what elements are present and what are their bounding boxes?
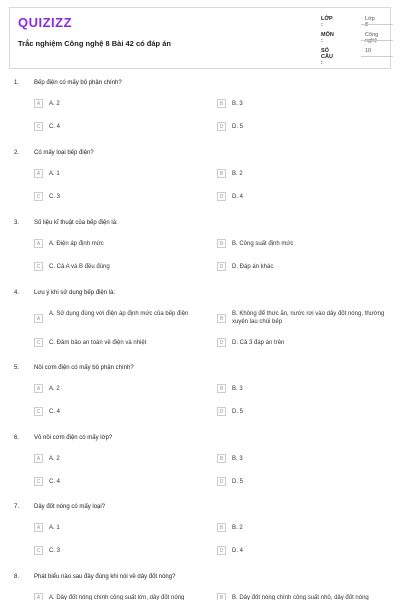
option-letter-box: B: [217, 169, 226, 178]
option-letter-box: A: [34, 454, 43, 463]
option-letter-box: D: [217, 407, 226, 416]
option-letter-box: C: [34, 122, 43, 131]
option-text: D. Đáp án khác: [232, 264, 274, 270]
option-letter-box: D: [217, 477, 226, 486]
worksheet-title: Trắc nghiệm Công nghệ 8 Bài 42 có đáp án: [18, 39, 171, 48]
option-text: A. Sử dụng đúng với điện áp định mức của bếp điện: [49, 311, 189, 317]
question-number: 7.: [14, 504, 20, 510]
option-letter-box: B: [217, 593, 226, 600]
option-letter-box: A: [34, 99, 43, 108]
question-text: Nồi cơm điện có mấy bộ phận chính?: [34, 365, 134, 371]
option-text: A. 2: [49, 101, 60, 107]
option-letter-box: B: [217, 99, 226, 108]
option-text: D. 4: [232, 548, 244, 554]
option-letter-box: A: [34, 523, 43, 532]
option-text: C. Cả A và B đều đúng: [49, 264, 110, 270]
question-number: 2.: [14, 150, 20, 156]
option-letter-box: A: [34, 593, 43, 600]
meta-key: SỐ CÂU :: [321, 48, 333, 66]
option-letter-box: A: [34, 169, 43, 178]
question-number: 6.: [14, 435, 20, 441]
question-number: 8.: [14, 574, 20, 580]
question-text: Vỏ nồi cơm điện có mấy lớp?: [34, 435, 113, 441]
option-text: C. Đảm bảo an toàn về điện và nhiệt: [49, 340, 147, 346]
option-letter-box: B: [217, 314, 226, 323]
option-text: A. 2: [49, 456, 60, 462]
question-text: Dây đốt nóng có mấy loại?: [34, 504, 106, 510]
option-letter-box: C: [34, 407, 43, 416]
option-text: B. 2: [232, 525, 243, 531]
option-letter-box: D: [217, 122, 226, 131]
option-letter-box: D: [217, 338, 226, 347]
option-text: B. 3: [232, 456, 243, 462]
question-text: Bếp điện có mấy bộ phận chính?: [34, 80, 122, 86]
option-letter-box: B: [217, 454, 226, 463]
option-letter-box: D: [217, 192, 226, 201]
option-text: D. Cả 3 đáp án trên: [232, 340, 285, 346]
option-text: D. 5: [232, 479, 244, 485]
option-letter-box: B: [217, 384, 226, 393]
option-letter-box: A: [34, 239, 43, 248]
option-text: A. 1: [49, 171, 60, 177]
option-text: C. 4: [49, 409, 61, 415]
option-letter-box: A: [34, 314, 43, 323]
option-text: C. 3: [49, 548, 61, 554]
option-letter-box: C: [34, 477, 43, 486]
option-letter-box: C: [34, 262, 43, 271]
question-number: 1.: [14, 80, 20, 86]
option-text: A. 1: [49, 525, 60, 531]
option-letter-box: C: [34, 546, 43, 555]
question-text: Phát biểu nào sau đây đúng khi nói về dây đốt nóng?: [34, 574, 176, 580]
meta-key: MÔN :: [321, 32, 334, 44]
question-number: 5.: [14, 365, 20, 371]
meta-value: Lớp 8: [365, 16, 375, 28]
option-letter-box: C: [34, 338, 43, 347]
option-text: C. 4: [49, 479, 61, 485]
question-text: Có mấy loại bếp điện?: [34, 150, 94, 156]
option-text: D. 5: [232, 124, 244, 130]
meta-value: 10: [365, 48, 372, 54]
worksheet-header: [9, 7, 391, 69]
option-letter-box: B: [217, 239, 226, 248]
brand-logo: QUIZIZZ: [18, 15, 73, 30]
option-text: A. Điện áp định mức: [49, 241, 104, 247]
option-text: B. Công suất định mức: [232, 241, 294, 247]
option-text: A. 2: [49, 386, 60, 392]
option-text: D. 5: [232, 409, 244, 415]
option-text: D. 4: [232, 194, 244, 200]
meta-underline: [361, 24, 393, 25]
option-text: B. 3: [232, 386, 243, 392]
option-letter-box: B: [217, 523, 226, 532]
meta-underline: [361, 40, 393, 41]
meta-underline: [361, 56, 393, 57]
option-text: B. Không để thức ăn, nước rơi vào dây đốt nóng, thường xuyên lau chùi bếp: [232, 311, 385, 325]
meta-key: LỚP :: [321, 16, 333, 28]
meta-value: Công nghệ: [365, 32, 379, 44]
question-text: Lưu ý khi sử dụng bếp điện là:: [34, 290, 116, 296]
option-text: B. Dây đốt nóng chính công suất nhỏ, dây đốt nóng: [232, 595, 369, 600]
option-text: B. 2: [232, 171, 243, 177]
question-number: 3.: [14, 220, 20, 226]
option-letter-box: C: [34, 192, 43, 201]
option-text: B. 3: [232, 101, 243, 107]
question-text: Số liệu kĩ thuật của bếp điện là:: [34, 220, 118, 226]
option-text: C. 4: [49, 124, 61, 130]
option-letter-box: D: [217, 546, 226, 555]
question-number: 4.: [14, 290, 20, 296]
option-letter-box: D: [217, 262, 226, 271]
option-text: C. 3: [49, 194, 61, 200]
option-letter-box: A: [34, 384, 43, 393]
option-text: A. Dây đốt nóng chính công suất lớn, dây đốt nóng: [49, 595, 185, 600]
